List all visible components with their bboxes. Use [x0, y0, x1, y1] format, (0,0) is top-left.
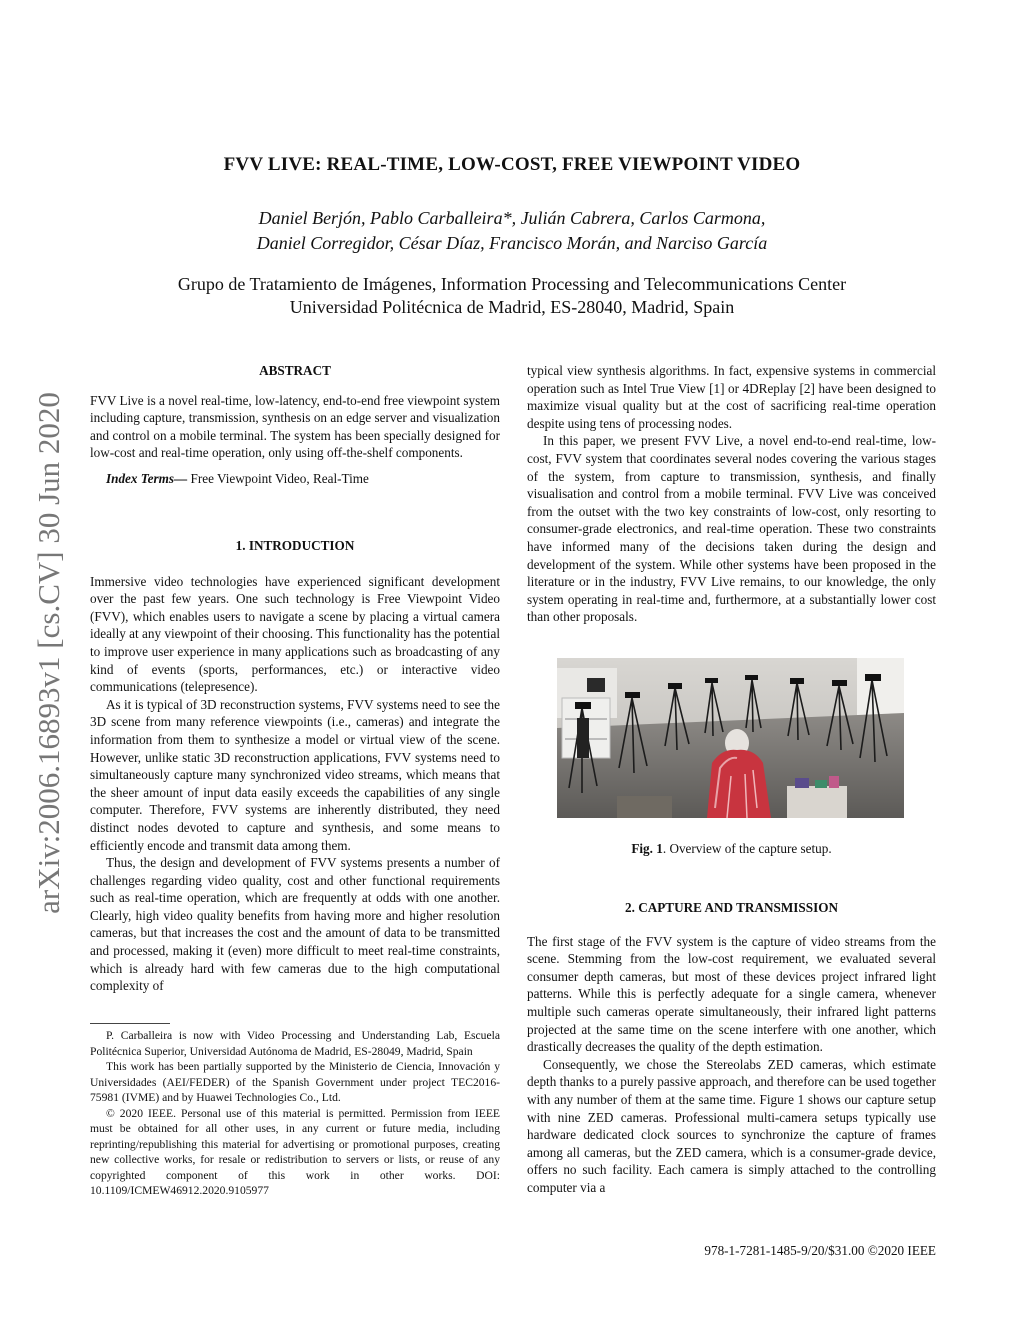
arxiv-stamp-text: arXiv:2006.16893v1 [cs.CV] 30 Jun 2020	[31, 391, 66, 914]
footnote-affiliation: P. Carballeira is now with Video Processing and Understanding Lab, Escuela Politécnica Superior, Universidad Autónoma de Madrid, ES-28049, Madrid, Spain	[90, 1029, 500, 1058]
figure-1-label: Fig. 1	[631, 841, 663, 856]
abstract-section	[90, 362, 500, 488]
intro-paragraph-1: Immersive video technologies have experienced significant development over the past few years. One such technology is Free Viewpoint Video (FVV), which enables users to navigate a scene by placing a virtual camera ideally at any viewpoint of their choosing. This functionality has the potential to improve user experience in many applications such as broadcasting of any kind of events (sports, performances, etc.) or interactive video communications (telepresence).	[90, 573, 500, 695]
index-terms	[90, 470, 500, 488]
figure-1-photo	[557, 658, 904, 818]
introduction-section	[90, 537, 500, 995]
index-terms-label: Index Terms—	[106, 470, 188, 486]
capture-paragraph-2: Consequently, we chose the Stereolabs ZED cameras, which estimate depth thanks to a purely passive approach, and therefore can be used together with any number of them at the same time. Figure 1 shows our capture setup with nine ZED cameras. Professional multi-camera setups typically use hardware dedicated clock sources to synchronize the capture of frames among all cameras, but the ZED camera, which is a consumer-grade device, offers no such facility. Each camera is simply attached to the controlling computer via a	[527, 1056, 936, 1195]
author-list	[0, 206, 1024, 256]
footnote-funding: This work has been partially supported by the Ministerio de Ciencia, Innovación y Universidades (AEI/FEDER) of the Spanish Government under project TEC2016-75981 (IVME) and by Huawei Technologies Co., Ltd.	[90, 1060, 500, 1104]
authors-line-2: Daniel Corregidor, César Díaz, Francisco Morán, and Narciso García	[256, 233, 768, 253]
affiliation	[0, 273, 1024, 319]
isbn-footer: 978-1-7281-1485-9/20/$31.00 ©2020 IEEE	[704, 1243, 936, 1258]
capture-heading: 2. CAPTURE AND TRANSMISSION	[625, 900, 838, 915]
intro-paragraph-3: Thus, the design and development of FVV systems presents a number of challenges regarding video quality, cost and other functional requirements such as real-time operation, which are frequently at odds with one another. Clearly, high video quality benefits from having more and higher resolution cameras, but that increases the cost and the amount of data to be transmitted and processed, making it (even) more difficult to meet real-time constraints, which is already hard with few cameras due to the high computational complexity of	[90, 855, 500, 994]
capture-section	[527, 899, 936, 1197]
introduction-heading: 1. INTRODUCTION	[235, 538, 355, 553]
arxiv-stamp	[32, 360, 66, 945]
intro-continuation	[527, 362, 936, 626]
abstract-heading: ABSTRACT	[259, 363, 331, 378]
footnotes	[90, 1028, 500, 1199]
affiliation-line-2: Universidad Politécnica de Madrid, ES-28040, Madrid, Spain	[289, 297, 735, 317]
authors-line-1: Daniel Berjón, Pablo Carballeira*, Julián Cabrera, Carlos Carmona,	[258, 208, 766, 228]
abstract-text: FVV Live is a novel real-time, low-latency, end-to-end free viewpoint system including capture, transmission, synthesis on an edge server and visualization and control on a mobile terminal. The system has been specially designed for low-cost and real-time operation, only using off-the-shelf components.	[90, 392, 500, 461]
footnote-copyright: © 2020 IEEE. Personal use of this material is permitted. Permission from IEEE must be obtained for all other uses, in any current or future media, including reprinting/republishing this material for advertising or promotional purposes, creating new collective works, for resale or redistribution to servers or lists, or reuse of any copyrighted component of this work in other works. DOI: 10.1109/ICMEW46912.2020.9105977	[90, 1106, 500, 1197]
affiliation-line-1: Grupo de Tratamiento de Imágenes, Information Processing and Telecommunications Center	[177, 274, 847, 294]
capture-paragraph-1: The first stage of the FVV system is the capture of video streams from the scene. Stemming from the low-cost requirement, we evaluated several consumer depth cameras, but most of these devices project infrared light patterns. While this is perfectly adequate for a single camera, whenever multiple such cameras operate simultaneously, their infrared light patterns projected at the same time on the scene interfere with one another, which drastically decreases the quality of the depth estimation.	[527, 933, 936, 1055]
index-terms-value: Free Viewpoint Video, Real-Time	[190, 470, 369, 486]
figure-1-caption	[527, 841, 936, 857]
intro-paragraph-4: typical view synthesis algorithms. In fact, expensive systems in commercial operation such as Intel True View [1] or 4DReplay [2] have been designed to maximize visual quality but at the cost of sacrificing real-time operation despite using tens of processing nodes.	[527, 363, 936, 431]
footnote-rule	[90, 1023, 170, 1024]
paper-title: FVV LIVE: REAL-TIME, LOW-COST, FREE VIEWPOINT VIDEO	[223, 154, 801, 175]
intro-paragraph-2: As it is typical of 3D reconstruction systems, FVV systems need to see the 3D scene from many reference viewpoints (i.e., cameras) and integrate the information from them to synthesize a model or virtual view of the scene. However, unlike static 3D reconstruction applications, FVV systems need to simultaneously capture many synchronized video streams, which means that the sheer amount of input data easily exceeds the capabilities of any single computer. Therefore, FVV systems are inherently distributed, they need distinct nodes devoted to capture and synthesis, and some means to efficiently encode and transmit data among them.	[90, 696, 500, 853]
figure-1-caption-text: . Overview of the capture setup.	[662, 841, 832, 856]
intro-paragraph-5: In this paper, we present FVV Live, a novel end-to-end real-time, low-cost, FVV system that coordinates several nodes covering the various stages of the system, from capture to transmission, synthesis, and finally visualisation and control from a mobile terminal. FVV Live was conceived from the outset with the two key constraints of low-cost, only resorting to consumer-grade electronics, and real-time operation. These two constraints have informed many of the decisions taken during the design and development of the system. While other systems have been proposed in the literature or in the industry, FVV Live remains, to our knowledge, the only system operating in real-time and, furthermore, at a substantially lower cost than other proposals.	[527, 433, 936, 625]
